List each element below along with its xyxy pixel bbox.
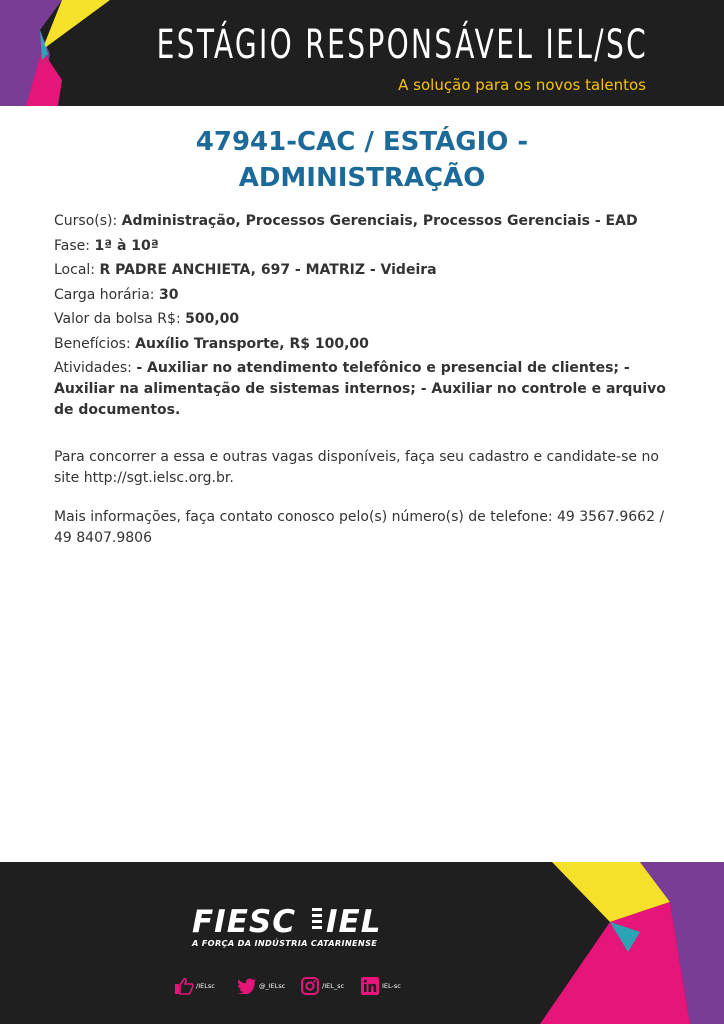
field-label: Valor da bolsa R$: [54, 311, 181, 327]
field-label: Local: [54, 262, 96, 278]
social-twitter[interactable] [237, 976, 285, 996]
field-value: Administração, Processos Gerenciais, Processos Gerenciais - EAD [121, 213, 638, 229]
iel-logo: IEL [326, 904, 382, 940]
social-facebook[interactable] [174, 976, 215, 996]
brand-tagline: A solução para os novos talentos [398, 76, 646, 94]
facebook-like-icon [174, 976, 194, 996]
social-linkedin[interactable] [360, 976, 401, 996]
field-value: 30 [158, 286, 179, 303]
field-courses [54, 211, 674, 232]
field-activities [54, 358, 674, 421]
field-location [54, 260, 674, 281]
social-handle: @_IELsc [259, 982, 286, 990]
field-value: - Auxiliar no atendimento telefônico e presencial de clientes; - Auxiliar na alimentação de sistemas internos; - Auxiliar no controle e arquivo de documentos. [54, 360, 666, 418]
field-label: Atividades: [54, 360, 132, 376]
apply-paragraph: Para concorrer a essa e outras vagas disponíveis, faça seu cadastro e candidate-se no site http://sgt.ielsc.org.br. [54, 449, 659, 486]
field-stipend [54, 309, 674, 330]
job-title: 47941-CAC / ESTÁGIO - ADMINISTRAÇÃO [195, 127, 529, 193]
social-handle: /IEL_sc [322, 982, 345, 990]
field-value: 1ª à 10ª [94, 237, 159, 254]
logo-separator [312, 908, 322, 938]
logo-subtitle: A FORÇA DA INDÚSTRIA CATARINENSE [192, 938, 378, 948]
field-label: Fase: [54, 237, 90, 254]
field-value: R PADRE ANCHIETA, 697 - MATRIZ - Videira [99, 262, 437, 278]
field-label: Curso(s): [54, 213, 118, 229]
field-phase [54, 236, 674, 257]
field-value: Auxílio Transporte, R$ 100,00 [135, 335, 369, 352]
field-label: Benefícios: [54, 335, 131, 352]
instagram-icon [300, 976, 320, 996]
field-benefits [54, 334, 674, 355]
footer-banner [0, 862, 724, 1024]
brand-title: ESTÁGIO RESPONSÁVEL IEL/SC [156, 22, 648, 68]
social-handle: IEL-sc [382, 982, 401, 990]
field-workload [54, 285, 674, 306]
field-label: Carga horária: [54, 286, 155, 303]
linkedin-icon [360, 976, 380, 996]
fiesc-logo: FIESC [192, 904, 296, 940]
job-details [54, 211, 674, 549]
social-instagram[interactable] [300, 976, 344, 996]
social-handle: /IELsc [196, 982, 215, 990]
field-value: 500,00 [185, 311, 240, 327]
contact-paragraph: Mais informações, faça contato conosco pelo(s) número(s) de telefone: 49 3567.9662 / 49 8407.9806 [54, 509, 665, 546]
twitter-icon [237, 976, 257, 996]
header-banner [0, 0, 724, 106]
